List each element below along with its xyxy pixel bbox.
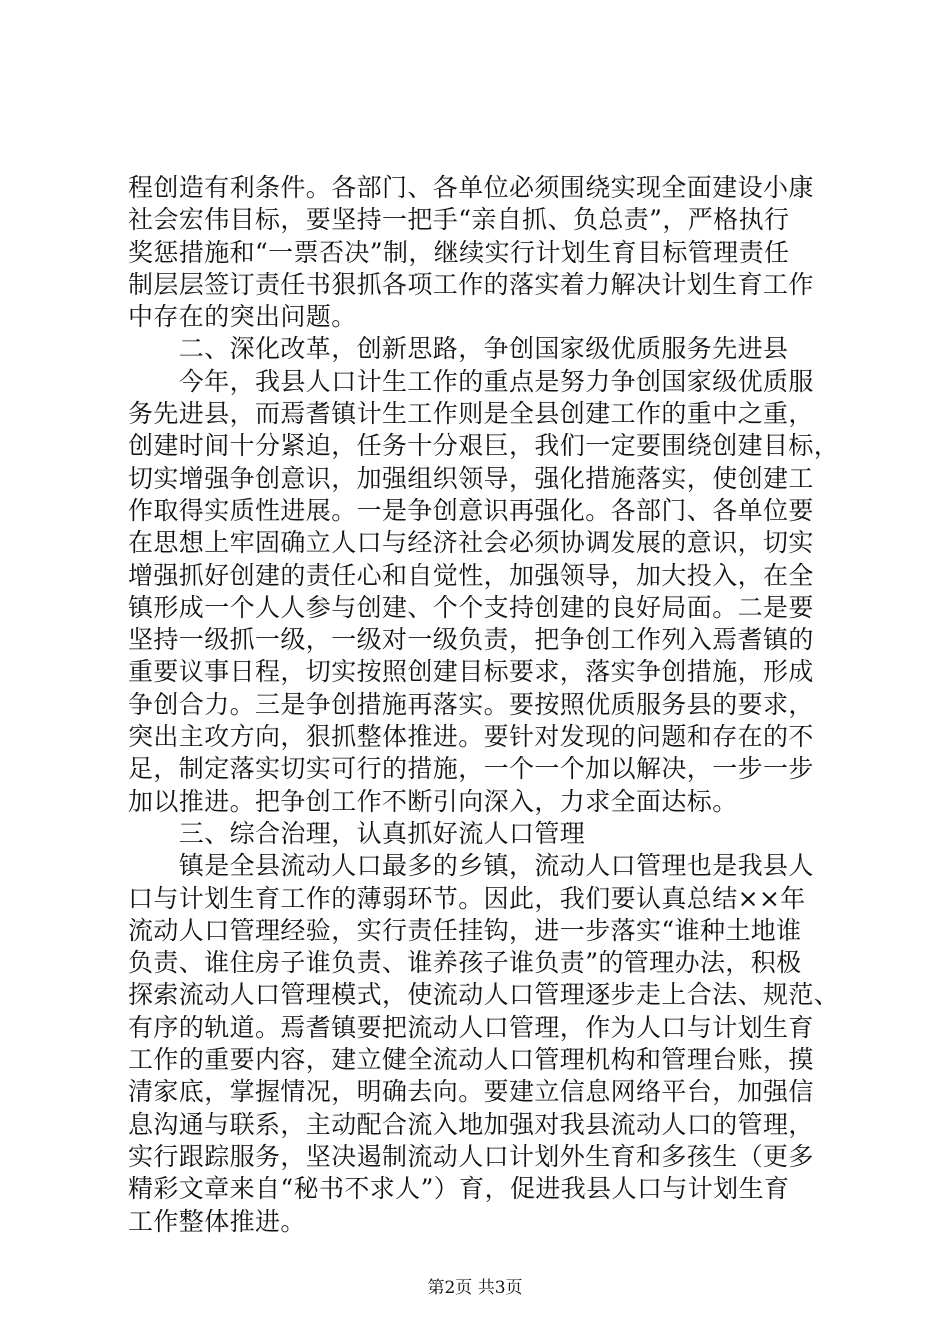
- text-line: 在思想上牢固确立人口与经济社会必须协调发展的意识，切实: [128, 528, 814, 558]
- text-line: 镇是全县流动人口最多的乡镇，流动人口管理也是我县人: [128, 851, 814, 881]
- text-line: 口与计划生育工作的薄弱环节。因此，我们要认真总结××年: [128, 883, 806, 913]
- text-line: 有序的轨道。焉耆镇要把流动人口管理，作为人口与计划生育: [128, 1012, 814, 1042]
- text-line: 创建时间十分紧迫，任务十分艰巨，我们一定要围绕创建目标，: [128, 431, 840, 461]
- page-footer: 第2页 共3页: [427, 1278, 523, 1298]
- text-line: 奖惩措施和“一票否决”制，继续实行计划生育目标管理责任: [128, 237, 790, 267]
- text-line: 流动人口管理经验，实行责任挂钩，进一步落实“谁种土地谁: [128, 915, 802, 945]
- text-line: 三、综合治理，认真抓好流人口管理: [128, 818, 586, 848]
- text-line: 作取得实质性进展。一是争创意识再强化。各部门、各单位要: [128, 495, 814, 525]
- text-line: 突出主攻方向，狠抓整体推进。要针对发现的问题和存在的不: [128, 722, 814, 752]
- text-line: 争创合力。三是争创措施再落实。要按照优质服务县的要求，: [128, 689, 814, 719]
- text-line: 清家底，掌握情况，明确去向。要建立信息网络平台，加强信: [128, 1077, 814, 1107]
- text-line: 工作的重要内容，建立健全流动人口管理机构和管理台账，摸: [128, 1045, 814, 1075]
- text-line: 足，制定落实切实可行的措施，一个一个加以解决，一步一步: [128, 754, 814, 784]
- text-line: 加以推进。把争创工作不断引向深入，力求全面达标。: [128, 786, 738, 816]
- text-line: 二、深化改革，创新思路，争创国家级优质服务先进县: [128, 334, 789, 364]
- text-line: 负责、谁住房子谁负责、谁养孩子谁负责”的管理办法，积极: [128, 948, 802, 978]
- text-line: 增强抓好创建的责任心和自觉性，加强领导，加大投入，在全: [128, 560, 814, 590]
- text-line: 制层层签订责任书狠抓各项工作的落实着力解决计划生育工作: [128, 269, 814, 299]
- text-line: 务先进县，而焉耆镇计生工作则是全县创建工作的重中之重，: [128, 399, 814, 429]
- text-line: 重要议事日程，切实按照创建目标要求，落实争创措施，形成: [128, 657, 814, 687]
- text-line: 精彩文章来自“秘书不求人”）育，促进我县人口与计划生育: [128, 1174, 790, 1204]
- text-line: 切实增强争创意识，加强组织领导，强化措施落实，使创建工: [128, 463, 814, 493]
- text-line: 社会宏伟目标，要坚持一把手“亲自抓、负总责”，严格执行: [128, 205, 790, 235]
- text-line: 程创造有利条件。各部门、各单位必须围绕实现全面建设小康: [128, 173, 814, 202]
- text-line: 探索流动人口管理模式，使流动人口管理逐步走上合法、规范、: [128, 980, 840, 1010]
- text-line: 中存在的突出问题。: [128, 302, 357, 332]
- text-line: 实行跟踪服务，坚决遏制流动人口计划外生育和多孩生（更多: [128, 1141, 814, 1171]
- document-body: [128, 172, 858, 1238]
- text-line: 坚持一级抓一级，一级对一级负责，把争创工作列入焉耆镇的: [128, 625, 814, 655]
- text-line: 息沟通与联系，主动配合流入地加强对我县流动人口的管理，: [128, 1109, 814, 1139]
- text-line: 工作整体推进。: [128, 1206, 306, 1236]
- text-line: 镇形成一个人人参与创建、个个支持创建的良好局面。二是要: [128, 592, 814, 622]
- text-line: 今年，我县人口计生工作的重点是努力争创国家级优质服: [128, 366, 814, 396]
